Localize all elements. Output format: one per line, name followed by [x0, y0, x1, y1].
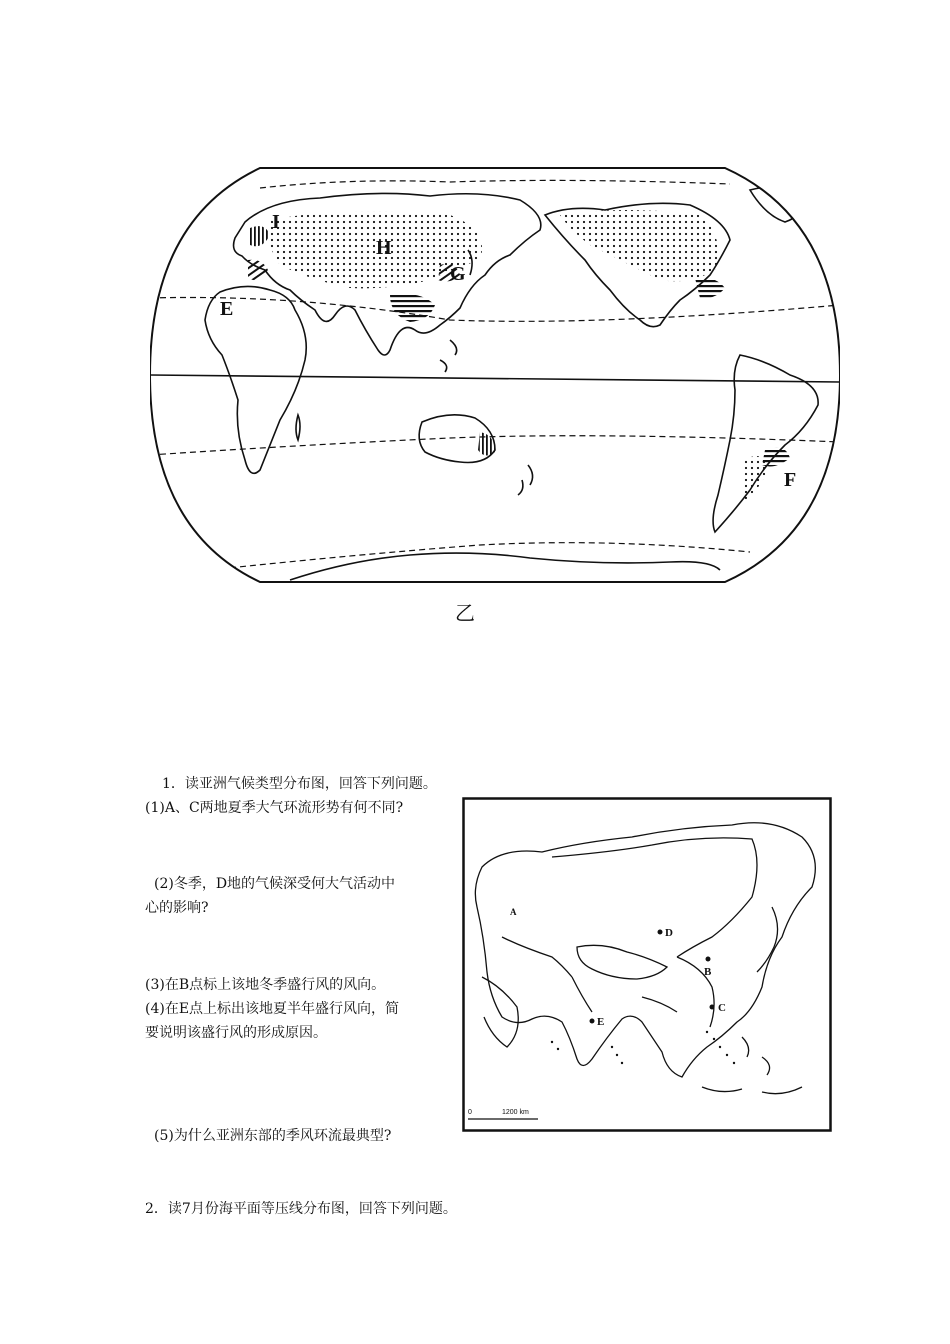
arctic-circle-line [260, 180, 730, 188]
question-1-part-5: (5)为什么亚洲东部的季风环流最典型? [154, 1128, 392, 1144]
map-label-H: H [376, 237, 392, 259]
antarctic-circle-line [210, 543, 750, 570]
world-map-caption: 乙 [455, 601, 475, 625]
map-label-F: F [784, 469, 797, 491]
question-1-part-4-line-2: 要说明该盛行风的形成原因。 [145, 1025, 327, 1041]
equator-line [150, 375, 840, 382]
tropic-of-cancer-line [150, 297, 840, 321]
map-label-E: E [220, 298, 234, 320]
question-1-part-2-line-2: 心的影响? [145, 900, 209, 916]
question-1-part-1: (1)A、C两地夏季大气环流形势有何不同? [145, 800, 404, 816]
point-B-marker [706, 957, 711, 962]
map-label-G: G [450, 263, 466, 285]
point-E-label: E [597, 1016, 605, 1028]
point-D-label: D [665, 927, 673, 939]
question-1-part-4-line-1: (4)在E点上标出该地夏半年盛行风向，简 [145, 1001, 400, 1017]
point-C-label: C [718, 1002, 726, 1014]
question-1-part-2-line-1: (2)冬季，D地的气候深受何大气活动中 [154, 876, 396, 892]
scale-zero: 0 [468, 1109, 472, 1116]
asia-climate-map [462, 797, 832, 1132]
point-E-marker [590, 1019, 595, 1024]
point-D-marker [658, 930, 663, 935]
map-label-I: I [272, 211, 280, 233]
world-climate-map [150, 160, 840, 590]
antarctica-outline [290, 553, 720, 580]
point-C-marker [710, 1005, 715, 1010]
scale-label: 1200 km [502, 1109, 529, 1116]
question-1-part-3: (3)在B点标上该地冬季盛行风的风向。 [145, 977, 386, 993]
point-A-label: A [510, 907, 517, 917]
climate-shading [248, 210, 790, 500]
point-B-label: B [704, 966, 712, 978]
question-2-title: 2．读7月份海平面等压线分布图，回答下列问题。 [145, 1201, 457, 1217]
question-1-title: 1．读亚洲气候类型分布图，回答下列问题。 [162, 776, 437, 792]
